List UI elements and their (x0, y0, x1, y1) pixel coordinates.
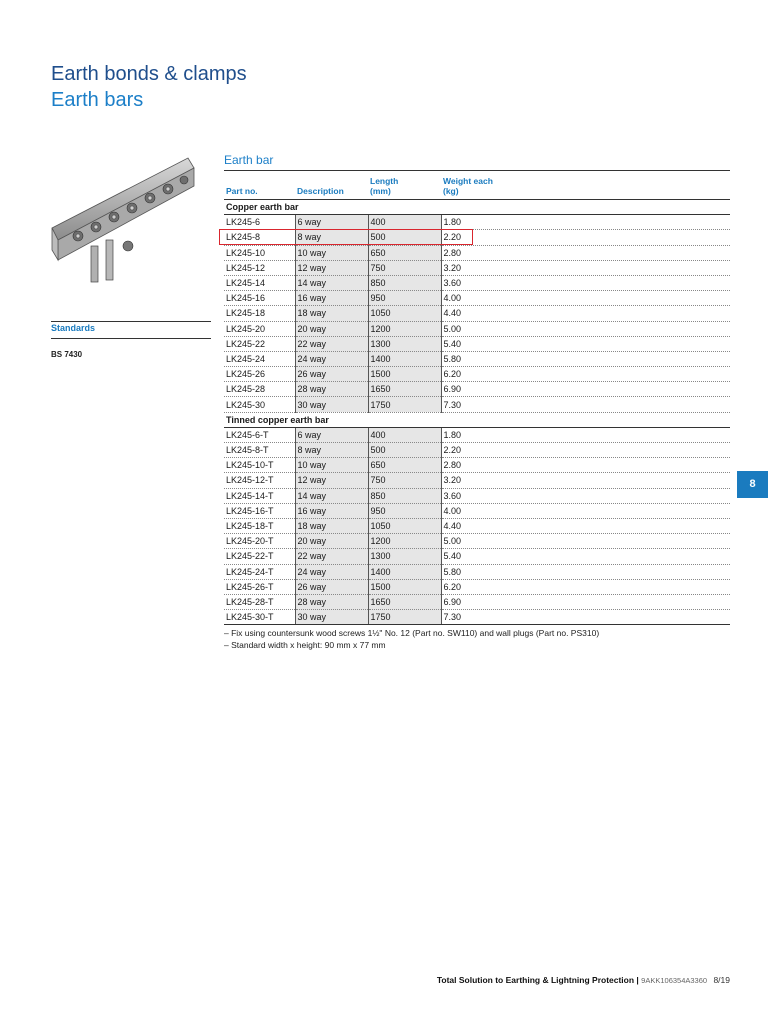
table-row (224, 397, 730, 412)
part-number-cell: LK245-12-T (224, 473, 295, 488)
description-cell: 14 way (295, 488, 368, 503)
table-row (224, 336, 730, 351)
description-cell: 16 way (295, 291, 368, 306)
weight-cell: 5.00 (441, 534, 730, 549)
part-number-cell: LK245-14-T (224, 488, 295, 503)
description-cell: 16 way (295, 503, 368, 518)
weight-cell: 1.80 (441, 215, 730, 230)
standards-value: BS 7430 (51, 350, 83, 359)
group-label: Copper earth bar (224, 200, 730, 215)
length-cell: 850 (368, 275, 441, 290)
description-cell: 24 way (295, 564, 368, 579)
footer-page-number: 8/19 (713, 975, 730, 985)
part-number-cell: LK245-8-T (224, 443, 295, 458)
table-row (224, 594, 730, 609)
part-number-cell: LK245-8 (224, 230, 295, 245)
length-cell: 1050 (368, 518, 441, 533)
weight-cell: 5.80 (441, 351, 730, 366)
table-row (224, 579, 730, 594)
table-row (224, 382, 730, 397)
description-cell: 22 way (295, 549, 368, 564)
length-cell: 950 (368, 503, 441, 518)
weight-cell: 6.90 (441, 594, 730, 609)
column-header (441, 173, 730, 200)
highlight-box (219, 229, 473, 245)
length-cell: 1300 (368, 336, 441, 351)
group-row (224, 200, 730, 215)
chapter-tab: 8 (737, 471, 768, 498)
length-cell: 1500 (368, 579, 441, 594)
length-cell: 1650 (368, 594, 441, 609)
weight-cell: 4.40 (441, 518, 730, 533)
length-cell: 1300 (368, 549, 441, 564)
length-cell: 400 (368, 215, 441, 230)
table-row (224, 215, 730, 230)
table-row (224, 458, 730, 473)
table-row (224, 291, 730, 306)
column-header-line: Length (370, 176, 399, 186)
part-number-cell: LK245-24 (224, 351, 295, 366)
description-cell: 28 way (295, 382, 368, 397)
weight-cell: 3.60 (441, 275, 730, 290)
part-number-cell: LK245-16-T (224, 503, 295, 518)
footer-doc-number: 9AKK106354A3360 (641, 976, 708, 985)
part-number-cell: LK245-24-T (224, 564, 295, 579)
weight-cell: 6.20 (441, 579, 730, 594)
footer-title: Total Solution to Earthing & Lightning Protection | (436, 975, 639, 985)
table-row (224, 245, 730, 260)
description-cell: 26 way (295, 579, 368, 594)
weight-cell: 1.80 (441, 427, 730, 442)
description-cell: 10 way (295, 458, 368, 473)
description-cell: 12 way (295, 260, 368, 275)
description-cell: 8 way (295, 443, 368, 458)
part-number-cell: LK245-26 (224, 367, 295, 382)
weight-cell: 5.80 (441, 564, 730, 579)
weight-cell: 2.20 (441, 443, 730, 458)
column-header-line: Weight each (443, 176, 493, 186)
length-cell: 500 (368, 443, 441, 458)
column-header-line: (mm) (370, 186, 391, 196)
part-number-cell: LK245-30 (224, 397, 295, 412)
length-cell: 1200 (368, 321, 441, 336)
weight-cell: 3.60 (441, 488, 730, 503)
description-cell: 28 way (295, 594, 368, 609)
column-header: Description (295, 173, 368, 200)
length-cell: 400 (368, 427, 441, 442)
table-header-row (224, 173, 730, 200)
length-cell: 950 (368, 291, 441, 306)
length-cell: 1500 (368, 367, 441, 382)
column-header: Part no. (224, 173, 295, 200)
weight-cell: 4.00 (441, 503, 730, 518)
description-cell: 6 way (295, 215, 368, 230)
length-cell: 500 (368, 230, 441, 245)
length-cell: 650 (368, 245, 441, 260)
weight-cell: 2.80 (441, 245, 730, 260)
table-row (224, 534, 730, 549)
length-cell: 650 (368, 458, 441, 473)
part-number-cell: LK245-12 (224, 260, 295, 275)
length-cell: 750 (368, 473, 441, 488)
weight-cell: 2.20 (441, 230, 730, 245)
length-cell: 1750 (368, 610, 441, 625)
part-number-cell: LK245-18-T (224, 518, 295, 533)
earth-bar-product-image (48, 150, 198, 290)
description-cell: 18 way (295, 306, 368, 321)
table-row (224, 473, 730, 488)
weight-cell: 5.40 (441, 336, 730, 351)
table-row (224, 503, 730, 518)
page-subtitle: Earth bars (51, 89, 144, 111)
length-cell: 1200 (368, 534, 441, 549)
part-number-cell: LK245-6-T (224, 427, 295, 442)
part-number-cell: LK245-18 (224, 306, 295, 321)
table-row (224, 351, 730, 366)
weight-cell: 6.90 (441, 382, 730, 397)
description-cell: 24 way (295, 351, 368, 366)
part-number-cell: LK245-28 (224, 382, 295, 397)
table-row (224, 488, 730, 503)
length-cell: 750 (368, 260, 441, 275)
description-cell: 20 way (295, 534, 368, 549)
part-number-cell: LK245-20 (224, 321, 295, 336)
table-row (224, 260, 730, 275)
page-title: Earth bonds & clamps (51, 63, 247, 85)
standards-rule (51, 321, 211, 322)
part-number-cell: LK245-10 (224, 245, 295, 260)
weight-cell: 4.00 (441, 291, 730, 306)
table-row (224, 275, 730, 290)
part-number-cell: LK245-28-T (224, 594, 295, 609)
part-number-cell: LK245-22-T (224, 549, 295, 564)
table-top-rule (224, 170, 730, 171)
part-number-cell: LK245-10-T (224, 458, 295, 473)
part-number-cell: LK245-6 (224, 215, 295, 230)
length-cell: 1650 (368, 382, 441, 397)
part-number-cell: LK245-22 (224, 336, 295, 351)
description-cell: 30 way (295, 397, 368, 412)
description-cell: 18 way (295, 518, 368, 533)
description-cell: 6 way (295, 427, 368, 442)
standards-rule-bottom (51, 338, 211, 339)
length-cell: 850 (368, 488, 441, 503)
part-number-cell: LK245-14 (224, 275, 295, 290)
weight-cell: 3.20 (441, 260, 730, 275)
length-cell: 1050 (368, 306, 441, 321)
table-row (224, 610, 730, 625)
length-cell: 1400 (368, 351, 441, 366)
part-number-cell: LK245-26-T (224, 579, 295, 594)
table-row (224, 518, 730, 533)
table-row (224, 427, 730, 442)
weight-cell: 5.00 (441, 321, 730, 336)
length-cell: 1400 (368, 564, 441, 579)
description-cell: 26 way (295, 367, 368, 382)
description-cell: 8 way (295, 230, 368, 245)
group-row (224, 412, 730, 427)
table-row (224, 443, 730, 458)
group-label: Tinned copper earth bar (224, 412, 730, 427)
part-number-cell: LK245-30-T (224, 610, 295, 625)
description-cell: 14 way (295, 275, 368, 290)
column-header-line: (kg) (443, 186, 459, 196)
part-number-cell: LK245-20-T (224, 534, 295, 549)
length-cell: 1750 (368, 397, 441, 412)
weight-cell: 7.30 (441, 610, 730, 625)
table-row (224, 367, 730, 382)
description-cell: 10 way (295, 245, 368, 260)
note: – Standard width x height: 90 mm x 77 mm (224, 640, 386, 650)
table-notes (224, 627, 599, 651)
table-row (224, 306, 730, 321)
table-row (224, 564, 730, 579)
weight-cell: 4.40 (441, 306, 730, 321)
page-footer (437, 975, 730, 985)
description-cell: 30 way (295, 610, 368, 625)
part-number-cell: LK245-16 (224, 291, 295, 306)
weight-cell: 6.20 (441, 367, 730, 382)
weight-cell: 3.20 (441, 473, 730, 488)
standards-label: Standards (51, 323, 96, 333)
table-row (224, 549, 730, 564)
weight-cell: 7.30 (441, 397, 730, 412)
description-cell: 12 way (295, 473, 368, 488)
note: – Fix using countersunk wood screws 1½" No. 12 (Part no. SW110) and wall plugs (Part no. PS310) (224, 628, 600, 638)
table-body (224, 200, 730, 625)
description-cell: 20 way (295, 321, 368, 336)
table-row (224, 321, 730, 336)
description-cell: 22 way (295, 336, 368, 351)
section-title: Earth bar (224, 153, 274, 167)
weight-cell: 2.80 (441, 458, 730, 473)
weight-cell: 5.40 (441, 549, 730, 564)
column-header (368, 173, 441, 200)
